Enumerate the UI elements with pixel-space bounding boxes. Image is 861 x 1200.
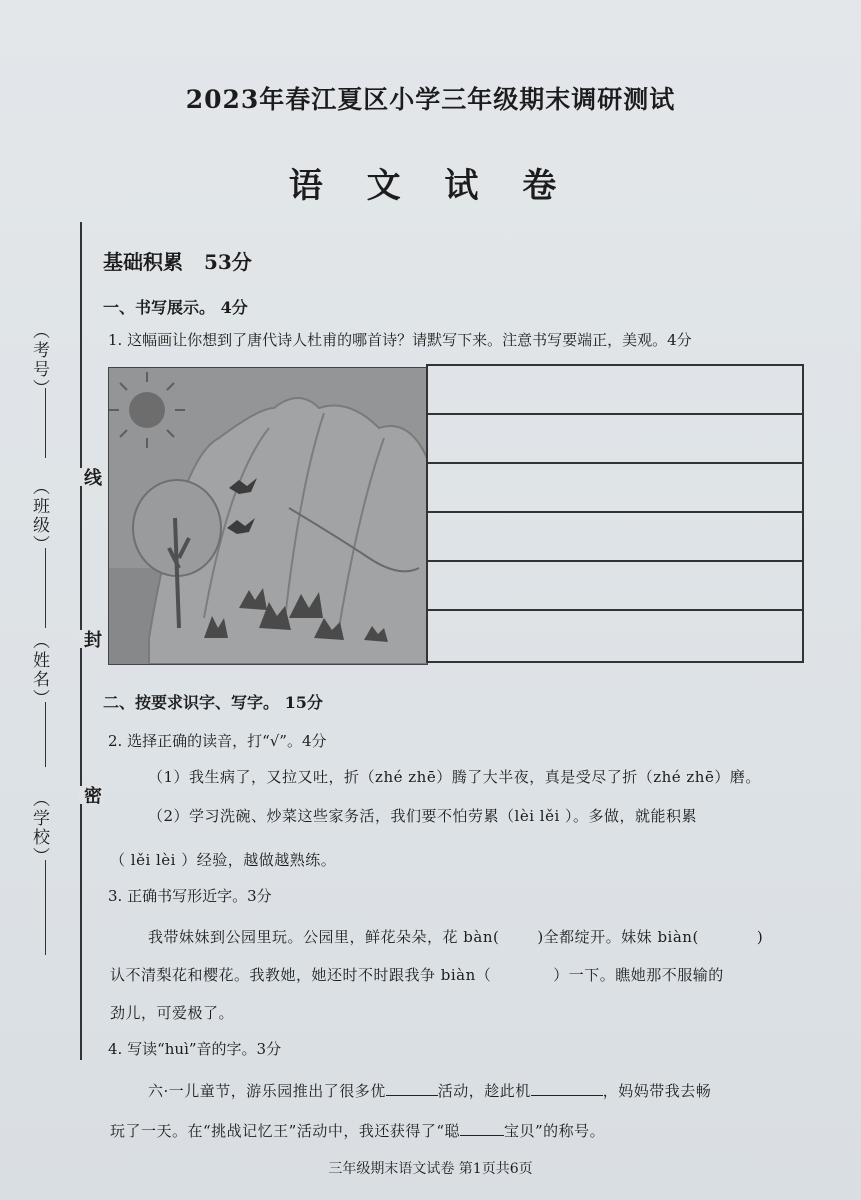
label-exam-number: （考号） xyxy=(29,322,49,398)
writing-line[interactable] xyxy=(428,562,802,611)
question-2-item-2b: （ lěi lèi ）经验，越做越熟练。 xyxy=(110,851,337,869)
label-name: （姓名） xyxy=(29,632,49,708)
landscape-drawing xyxy=(109,368,427,664)
question-2: 2. 选择正确的读音，打“√”。4分 xyxy=(108,732,327,750)
section-basic-heading xyxy=(103,246,252,275)
answer-blank[interactable] xyxy=(386,1094,438,1096)
label-class: （班级） xyxy=(29,478,49,554)
part2-heading: 二、按要求识字、写字。 15分 xyxy=(103,693,323,712)
blank-school xyxy=(45,860,46,955)
blank-name xyxy=(45,702,46,767)
poem-illustration xyxy=(108,367,428,665)
page-footer: 三年级期末语文试卷 第1页共6页 xyxy=(328,1161,533,1177)
question-4-line-2: 玩了一天。在“挑战记忆王”活动中，我还获得了“聪 宝贝”的称号。 xyxy=(110,1122,606,1140)
section-basic-score: 53分 xyxy=(203,250,252,274)
question-2-item-2a: （2）学习洗碗、炒菜这些家务活，我们要不怕劳累（lèi lěi ）。多做，就能积累 xyxy=(148,807,698,825)
blank-exam-number xyxy=(45,388,46,458)
seal-word-secret: 密 xyxy=(78,786,104,804)
blank-class xyxy=(45,548,46,628)
writing-line[interactable] xyxy=(428,366,802,415)
seal-word-seal: 封 xyxy=(78,630,104,648)
answer-blank[interactable] xyxy=(460,1134,504,1136)
answer-blank[interactable] xyxy=(531,1094,603,1096)
part1-heading: 一、书写展示。 4分 xyxy=(103,298,248,317)
question-4-line-1: 六·一儿童节，游乐园推出了很多优 活动，趁此机 ，妈妈带我去畅 xyxy=(148,1082,712,1100)
question-2-item-1: （1）我生病了，又拉又吐，折（zhé zhē）腾了大半夜，真是受尽了折（zhé zhē）磨。 xyxy=(148,768,761,786)
writing-line[interactable] xyxy=(428,464,802,513)
writing-line[interactable] xyxy=(428,415,802,464)
section-basic-label: 基础积累 xyxy=(103,250,183,274)
writing-line[interactable] xyxy=(428,611,802,658)
exam-title: 2023年春江夏区小学三年级期末调研测试 xyxy=(185,85,676,114)
answer-writing-lines[interactable] xyxy=(426,364,804,663)
question-3-line-1: 我带妹妹到公园里玩。公园里，鲜花朵朵，花 bàn( )全都绽开。妹妹 biàn( ) xyxy=(148,928,764,946)
seal-word-line: 线 xyxy=(78,468,104,486)
label-school: （学校） xyxy=(29,790,49,866)
question-4: 4. 写读“huì”音的字。3分 xyxy=(108,1040,282,1058)
question-3-line-3: 劲儿，可爱极了。 xyxy=(110,1004,235,1022)
exam-subject-title: 语 文 试 卷 xyxy=(288,166,573,206)
question-3: 3. 正确书写形近字。3分 xyxy=(108,887,272,905)
writing-line[interactable] xyxy=(428,513,802,562)
question-3-line-2: 认不清梨花和樱花。我教她，她还时不时跟我争 biàn（ ）一下。瞧她那不服输的 xyxy=(110,966,724,984)
question-1: 1. 这幅画让你想到了唐代诗人杜甫的哪首诗？请默写下来。注意书写要端正，美观。4分 xyxy=(108,331,692,349)
